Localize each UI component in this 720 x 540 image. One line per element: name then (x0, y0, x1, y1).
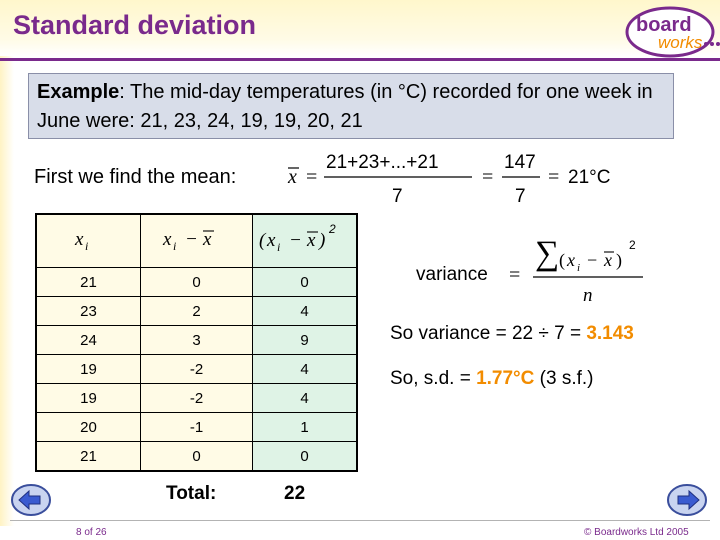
svg-text:i: i (172, 238, 176, 253)
mean-label: First we find the mean: (34, 166, 237, 188)
squared-deviation-symbol (257, 219, 353, 259)
cell-deviation: 2 (141, 297, 253, 326)
logo-word-board: board (636, 14, 692, 36)
svg-text:2: 2 (328, 221, 336, 236)
cell-squared: 0 (253, 268, 358, 297)
cell-squared: 4 (253, 355, 358, 384)
svg-text:i: i (84, 238, 88, 253)
data-table (35, 213, 358, 472)
mean-numerator: 21+23+...+21 (326, 152, 439, 173)
table-row (36, 326, 357, 355)
svg-text:=: = (548, 166, 560, 188)
cell-deviation: 0 (141, 268, 253, 297)
svg-text:i: i (276, 239, 280, 254)
cell-xi: 20 (36, 413, 141, 442)
table-row (36, 355, 357, 384)
cell-xi: 23 (36, 297, 141, 326)
variance-label: variance (416, 264, 488, 285)
cell-xi: 19 (36, 355, 141, 384)
svg-text:): ) (616, 250, 622, 270)
header-deviation (141, 214, 253, 268)
next-slide-button[interactable] (666, 483, 708, 517)
page-title: Standard deviation (13, 10, 257, 40)
svg-text:x: x (306, 229, 315, 251)
cell-squared: 4 (253, 384, 358, 413)
example-box (28, 73, 674, 139)
variance-result-line (390, 323, 634, 345)
mean-result: 21°C (568, 167, 611, 188)
table-header-row (36, 214, 357, 268)
example-text: : The mid-day temperatures (in °C) recorded for one week in June were: 21, 23, 24, 19, 19, 20, 21 (37, 81, 653, 132)
svg-text:x: x (266, 229, 275, 251)
cell-squared: 0 (253, 442, 358, 472)
table-row (36, 413, 357, 442)
table-row (36, 268, 357, 297)
svg-text:−: − (587, 250, 598, 270)
cell-squared: 9 (253, 326, 358, 355)
sd-result-prefix: So, s.d. = (390, 368, 477, 389)
svg-text:x: x (604, 250, 612, 270)
svg-text:(: ( (559, 250, 565, 270)
cell-deviation: 3 (141, 326, 253, 355)
header-xi (36, 214, 141, 268)
variance-formula (505, 234, 655, 310)
deviation-symbol (157, 224, 237, 254)
total-value: 22 (284, 483, 306, 504)
svg-text:−: − (184, 228, 198, 250)
mean-denominator-2: 7 (515, 186, 526, 207)
sd-result-line (390, 368, 594, 390)
svg-text:): ) (318, 229, 325, 251)
table-row (36, 384, 357, 413)
cell-squared: 4 (253, 297, 358, 326)
svg-text:∑: ∑ (535, 235, 560, 272)
mean-numerator-2: 147 (504, 152, 536, 173)
variance-denominator: n (583, 285, 593, 306)
footer-divider (10, 520, 710, 521)
header-squared-deviation (253, 214, 358, 268)
svg-text:2: 2 (629, 238, 636, 252)
copyright: © Boardworks Ltd 2005 (584, 527, 689, 538)
table-row (36, 442, 357, 472)
variance-result-value: 3.143 (586, 323, 634, 344)
svg-text:x: x (162, 228, 171, 250)
xi-symbol (69, 224, 109, 254)
boardworks-logo (624, 4, 720, 60)
cell-deviation: -2 (141, 384, 253, 413)
variance-result-prefix: So variance = 22 ÷ 7 = (390, 323, 587, 344)
table-row (36, 297, 357, 326)
example-label: Example (37, 81, 120, 103)
cell-deviation: -1 (141, 413, 253, 442)
svg-text:=: = (509, 264, 521, 286)
cell-xi: 24 (36, 326, 141, 355)
mean-denominator: 7 (392, 186, 403, 207)
logo-word-works: works (658, 33, 703, 52)
prev-slide-button[interactable] (10, 483, 52, 517)
svg-text:x: x (567, 250, 575, 270)
total-label: Total: (166, 483, 217, 504)
svg-text:i: i (577, 262, 581, 274)
sd-result-suffix: (3 s.f.) (534, 368, 594, 389)
svg-text:(: ( (258, 229, 265, 251)
title-underline (0, 58, 720, 61)
svg-text:=: = (482, 166, 494, 188)
svg-text:=: = (306, 166, 318, 188)
cell-xi: 19 (36, 384, 141, 413)
cell-deviation: -2 (141, 355, 253, 384)
sd-result-value: 1.77°C (476, 368, 535, 389)
cell-xi: 21 (36, 268, 141, 297)
cell-squared: 1 (253, 413, 358, 442)
left-decorative-rail (0, 56, 14, 526)
svg-text:−: − (288, 229, 302, 251)
svg-text:x: x (202, 228, 211, 250)
page-indicator: 8 of 26 (76, 527, 107, 538)
mean-formula (282, 146, 632, 208)
cell-deviation: 0 (141, 442, 253, 472)
cell-xi: 21 (36, 442, 141, 472)
svg-text:x: x (74, 228, 83, 250)
svg-text:x: x (288, 166, 297, 188)
